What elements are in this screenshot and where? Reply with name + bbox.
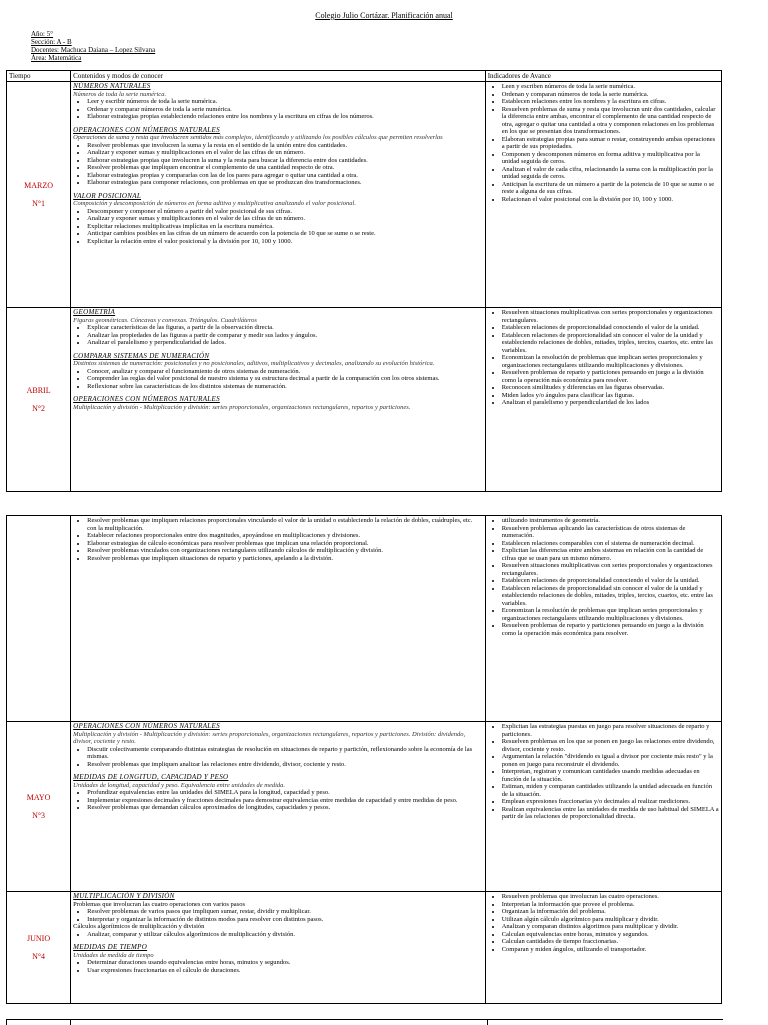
content-item: • Descomponer y componer el número a partir del valor posicional de sus cifras.: [87, 208, 483, 216]
indicator-item: • Analizan el valor de cada cifra, relacionando la suma con la multiplicación por la unidad seguida de ceros.: [502, 166, 719, 181]
course-info: [31, 30, 155, 62]
content-item: • Analizar el paralelismo y perpendicularidad de lados.: [87, 339, 483, 347]
content-item: • Reflexionar sobre las características de los distintos sistemas de numeración.: [87, 383, 483, 391]
content-section: [73, 723, 483, 768]
period-row: [7, 82, 722, 308]
next-table-edge: [6, 1019, 723, 1025]
period-month: MARZO: [24, 180, 54, 190]
content-item: • Elaborar estrategias propias estableciendo relaciones entre los nombres y la escritura en cifras de los números.: [87, 113, 483, 121]
section-title: MEDIDAS DE TIEMPO: [73, 943, 148, 951]
section-description: Multiplicación y división - Multiplicación y división: series proporcionales, organizaciones rectangulares, repartos y particiones. División: dividendo, divisor, cociente y resto.: [73, 730, 466, 745]
indicators-cell: [485, 516, 721, 722]
period-number: N°2: [32, 403, 46, 413]
indicator-item: • Argumentan la relación "dividendo es igual a divisor por cociente más resto" y la ponen en juego para reconstruir el dividendo.: [502, 753, 719, 768]
content-item: • Resolver problemas que involucren la suma y la resta en el sentido de la unión entre dos cantidades.: [87, 142, 483, 150]
section-description: Números de toda la serie numérica.: [73, 90, 167, 98]
content-list: [73, 368, 483, 391]
indicator-item: • Miden lados y/o ángulos para clasificar las figuras.: [502, 392, 719, 400]
period-time-cell: [7, 892, 71, 1004]
section-description: Distintos sistemas de numeración: posicionales y no posicionales, aditivos, multiplicativos y decimales, analizando su evolución histórica.: [73, 360, 435, 367]
period-month: JUNIO: [27, 933, 51, 943]
content-item: • Analizar y exponer sumas y multiplicaciones en el valor de las cifras de un número.: [87, 149, 483, 157]
period-row: [7, 892, 722, 1004]
indicators-cell: [485, 892, 721, 1004]
header-tiempo: Tiempo: [7, 71, 71, 82]
indicator-item: • Resuelven situaciones multiplicativas con series proporcionales y organizaciones rectangulares.: [502, 309, 719, 324]
section-description: Unidades de medida de tiempo: [73, 951, 154, 959]
section-title: OPERACIONES CON NÚMEROS NATURALES: [73, 722, 220, 730]
content-list: [73, 908, 483, 923]
content-item: • Explicar características de las figuras, a partir de la observación directa.: [87, 324, 483, 332]
content-list: [73, 98, 483, 121]
section-description: Multiplicación y división - Multiplicación y división: series proporcionales, organizaciones rectangulares, repartos y particiones.: [73, 403, 411, 411]
content-section: [73, 127, 483, 187]
indicator-item: • Calculan cantidades de tiempo fraccionarias.: [502, 938, 719, 946]
planning-table-page1: [6, 70, 722, 492]
content-item: • Resolver problemas de varios pasos que impliquen sumar, restar, dividir y multiplicar.: [87, 908, 483, 916]
section-label: Sección: A - B: [31, 38, 72, 46]
indicator-item: • Explicitan las diferencias entre ambos sistemas en relación con la cantidad de cifras que se usan para un mismo número.: [502, 547, 719, 562]
period-number: N°4: [32, 951, 46, 961]
content-item: • Resolver problemas que impliquen relaciones proporcionales vinculando el valor de la unidad o estableciendo la relación de dobles, cuádruples, etc. con la multiplicación.: [87, 517, 483, 532]
indicator-item: • Resuelven problemas de reparto y particiones pensando en juego a la división como la operación más económica para resolver.: [502, 622, 719, 637]
period-row: [7, 722, 722, 892]
indicator-item: • Establecen relaciones de proporcionalidad sin conocer el valor de la unidad y estableciendo relaciones de dobles, mitades, triples, tercios, cuartos, etc. entre las variables.: [502, 332, 719, 355]
indicator-item: • Establecen relaciones de proporcionalidad conociendo el valor de la unidad.: [502, 577, 719, 585]
content-section: [73, 517, 483, 562]
content-list: [73, 208, 483, 246]
period-number: N°3: [32, 810, 46, 820]
section-title: COMPARAR SISTEMAS DE NUMERACIÓN: [73, 351, 210, 360]
content-list: [73, 959, 483, 974]
teachers-label: Docentes: Machuca Daiana – Lopez Silvana: [31, 46, 156, 54]
indicator-item: • Economizan la resolución de problemas que implican series proporcionales y organizaciones rectangulares utilizando multiplicaciones y divisiones.: [502, 354, 719, 369]
content-item: • Discutir colectivamente comparando distintas estrategias de resolución en situaciones de reparto y partición, reflexionando sobre la economía de las mismas.: [87, 746, 483, 761]
content-item: • Elaborar estrategias propias que involucren la suma y la resta para buscar la diferencia entre dos cantidades.: [87, 157, 483, 165]
contents-cell: [71, 516, 486, 722]
indicator-item: • Utilizan algún cálculo algorítmico para multiplicar y dividir.: [502, 916, 719, 924]
section-title: MULTIPLICACIÓN Y DIVISIÓN: [73, 892, 175, 900]
content-item: • Elaborar estrategias para componer relaciones, con problemas en que se produzcan dos transformaciones.: [87, 179, 483, 187]
content-item: • Determinar duraciones usando equivalencias entre horas, minutos y segundos.: [87, 959, 483, 967]
content-item: • Resolver problemas que impliquen analizar las relaciones entre dividendo, divisor, cociente y resto.: [87, 761, 483, 769]
section-description: Composición y descomposición de números en forma aditiva y multiplicativa analizando el valor posicional.: [73, 200, 356, 207]
content-item: • Resolver problemas que impliquen encontrar el complemento de una cantidad respecto de otra.: [87, 164, 483, 172]
indicator-list: [488, 83, 719, 203]
indicator-item: • Reconocen similitudes y diferencias en las figuras observadas.: [502, 384, 719, 392]
content-item: • Resolver problemas que demandan cálculos aproximados de longitudes, capacidades y pesos.: [87, 804, 483, 812]
period-number: N°1: [32, 198, 46, 208]
section-title: OPERACIONES CON NÚMEROS NATURALES: [73, 125, 220, 134]
content-item: • Interpretar y organizar la información de distintos modos para resolver con distintos pasos.: [87, 916, 483, 924]
section-subtitle: Cálculos algorítmicos de multiplicación y división: [73, 923, 205, 930]
indicators-cell: [485, 82, 721, 308]
content-list: [73, 324, 483, 347]
section-subtitle: Problemas que involucran las cuatro operaciones con varios pasos: [73, 900, 245, 908]
content-section: [73, 193, 483, 246]
indicator-item: • Estiman, miden y comparan cantidades utilizando la unidad adecuada en función de la situación.: [502, 783, 719, 798]
content-section: [73, 353, 483, 391]
indicators-cell: [485, 722, 721, 892]
contents-cell: [71, 308, 486, 492]
content-item: • Anticipar cambios posibles en las cifras de un número de acuerdo con la potencia de 10 que se sume o se reste.: [87, 230, 483, 238]
indicator-list: [488, 517, 719, 637]
content-list: [73, 517, 483, 562]
content-list: [73, 746, 483, 769]
indicator-item: • Resuelven problemas aplicando las características de otros sistemas de numeración.: [502, 525, 719, 540]
planning-table-page2: [6, 515, 722, 1004]
content-section: [73, 309, 483, 347]
indicator-item: • Ordenan y comparan números de toda la serie numérica.: [502, 91, 719, 99]
indicator-item: • Explicitan las estrategias puestas en juego para resolver situaciones de reparto y particiones.: [502, 723, 719, 738]
content-section: [73, 83, 483, 121]
content-list: [73, 931, 483, 939]
contents-cell: [71, 82, 486, 308]
indicator-item: • Comparan y miden ángulos, utilizando el transportador.: [502, 946, 719, 954]
content-section: [73, 774, 483, 812]
indicator-item: • Interpretan la información que provee el problema.: [502, 901, 719, 909]
indicator-item: • Elaboran estrategias propias para sumar o restar, construyendo ambas operaciones a partir de sus propiedades.: [502, 136, 719, 151]
period-row: [7, 516, 722, 722]
section-description: Unidades de longitud, capacidad y peso. Equivalencia entre unidades de medida.: [73, 781, 286, 789]
indicator-item: • Organizan la información del problema.: [502, 908, 719, 916]
area-label: Área: Matemática: [31, 54, 82, 62]
section-description: Operaciones de suma y resta que involucren sentidos más complejos, identificando y utilizando los posibles cálculos que permiten resolverlas: [73, 134, 443, 141]
section-title: OPERACIONES CON NÚMEROS NATURALES: [73, 395, 220, 403]
indicator-item: • Economizan la resolución de problemas que implican series proporcionales y organizaciones rectangulares utilizando multiplicaciones y divisiones.: [502, 607, 719, 622]
content-item: • Explicitar relaciones multiplicativas implícitas en la escritura numérica.: [87, 223, 483, 231]
content-section: [73, 396, 483, 411]
content-item: • Elaborar estrategias propias y compararlas con las de los pares para agregar o quitar una cantidad a otra.: [87, 172, 483, 180]
indicator-item: • Analizan el paralelismo y perpendicularidad de los lados: [502, 399, 719, 407]
content-item: • Ordenar y comparar números de toda la serie numérica.: [87, 106, 483, 114]
document-title: Colegio Julio Cortázar. Planificación anual: [315, 11, 453, 20]
content-list: [73, 789, 483, 812]
table-header-row: [7, 71, 722, 82]
period-row: [7, 308, 722, 492]
period-time-cell: [7, 82, 71, 308]
period-time-cell: [7, 308, 71, 492]
indicator-item: • Resuelven problemas de suma y resta que involucran unir dos cantidades, calcular la diferencia entre ambas, encontrar el complemento de una cantidad respecto de otra, agregar o quitar una cantidad a otra y componen relaciones en los problemas en los que se presentan dos transformaciones.: [502, 106, 719, 136]
content-list: [73, 142, 483, 187]
header-indicadores: Indicadores de Avance: [485, 71, 721, 82]
content-item: • Resolver problemas que impliquen situaciones de reparto y particiones, apelando a la división.: [87, 555, 483, 563]
period-month: MAYO: [26, 792, 51, 802]
indicator-item: • Interpretan, registran y comunican cantidades usando medidas adecuadas en función de la situación.: [502, 768, 719, 783]
indicator-item: • Emplean expresiones fraccionarias y/o decimales al realizar mediciones.: [502, 798, 719, 806]
indicator-item: • Relacionan el valor posicional con la división por 10, 100 y 1000.: [502, 196, 719, 204]
period-month: ABRIL: [26, 385, 51, 395]
indicator-list: [488, 893, 719, 953]
year-label: Año: 5°: [31, 30, 54, 38]
indicator-item: • Establecen relaciones de proporcionalidad sin conocer el valor de la unidad y estableciendo relaciones de dobles, mitades, triples, tercios, cuartos, etc. entre las variables.: [502, 585, 719, 608]
section-title: MEDIDAS DE LONGITUD, CAPACIDAD Y PESO: [73, 773, 229, 781]
section-title: GEOMETRÍA: [73, 308, 116, 316]
content-item: • Explicitar la relación entre el valor posicional y la división por 10, 100 y 1000.: [87, 238, 483, 246]
content-item: • Implementar expresiones decimales y fracciones decimales para demostrar equivalencias entre medidas de capacidad y entre medidas de peso.: [87, 797, 483, 805]
header-contenidos: Contenidos y modos de conocer: [71, 71, 486, 82]
content-item: • Analizar, comparar y utilizar cálculos algorítmicos de multiplicación y división.: [87, 931, 483, 939]
indicator-item: • Resuelven situaciones multiplicativas con series proporcionales y organizaciones rectangulares.: [502, 562, 719, 577]
indicator-item: • Establecen relaciones comparables con el sistema de numeración decimal.: [502, 540, 719, 548]
content-item: • Profundizar equivalencias entre las unidades del SIMELA para la longitud, capacidad y peso.: [87, 789, 483, 797]
content-item: • Usar expresiones fraccionarias en el cálculo de duraciones.: [87, 967, 483, 975]
indicator-item: • Componen y descomponen números en forma aditiva y multiplicativa por la unidad seguida de ceros.: [502, 151, 719, 166]
content-section: [73, 893, 483, 938]
indicator-item: • Resuelven problemas de reparto y particiones pensando en juego a la división como la operación más económica para resolver.: [502, 369, 719, 384]
contents-cell: [71, 892, 486, 1004]
indicator-item: • Resuelven problemas que involucran las cuatro operaciones.: [502, 893, 719, 901]
period-time-cell: [7, 722, 71, 892]
content-section: [73, 944, 483, 974]
indicator-item: • Establecen relaciones de proporcionalidad conociendo el valor de la unidad.: [502, 324, 719, 332]
content-item: • Leer y escribir números de toda la serie numérica.: [87, 98, 483, 106]
indicator-item: • Calculan equivalencias entre horas, minutos y segundos.: [502, 931, 719, 939]
period-time-cell: [7, 516, 71, 722]
content-item: • Analizar y exponer sumas y multiplicaciones en el valor de las cifras de un número.: [87, 215, 483, 223]
indicator-item: • Establecen relaciones entre los nombres y la escritura en cifras.: [502, 98, 719, 106]
content-item: • Establecer relaciones proporcionales entre dos magnitudes, apoyándose en multiplicaciones y divisiones.: [87, 532, 483, 540]
content-item: • Elaborar estrategias de cálculo económicas para resolver problemas que implican una relación proporcional.: [87, 540, 483, 548]
content-item: • Resolver problemas vinculados con organizaciones rectangulares utilizando cálculos de multiplicación y división.: [87, 547, 483, 555]
section-title: VALOR POSICIONAL: [73, 191, 142, 200]
indicator-item: • Leen y escriben números de toda la serie numérica.: [502, 83, 719, 91]
content-item: • Analizar las propiedades de las figuras a partir de comparar y medir sus lados y ángulos.: [87, 332, 483, 340]
indicator-item: • Realizan equivalencias entre las unidades de medida de uso habitual del SIMELA a partir de las relaciones de proporcionalidad directa.: [502, 806, 719, 821]
section-title: NÚMEROS NATURALES: [73, 82, 151, 90]
indicator-item: • Analizan y comparan distintos algoritmos para multiplicar y dividir.: [502, 923, 719, 931]
indicator-list: [488, 309, 719, 407]
indicators-cell: [485, 308, 721, 492]
content-item: • Conocer, analizar y comparar el funcionamiento de otros sistemas de numeración.: [87, 368, 483, 376]
section-description: Figuras geométricas. Cóncavas y convexas. Triángulos. Cuadriláteros: [73, 316, 257, 324]
contents-cell: [71, 722, 486, 892]
indicator-list: [488, 723, 719, 821]
content-item: • Comprender las reglas del valor posicional de nuestro sistema y su estructura decimal a partir de la comparación con los otros sistemas.: [87, 375, 483, 383]
indicator-item: • Resuelven problemas en los que se ponen en juego las relaciones entre dividendo, divisor, cociente y resto.: [502, 738, 719, 753]
indicator-item: • utilizando instrumentos de geometría.: [502, 517, 719, 525]
indicator-item: • Anticipan la escritura de un número a partir de la potencia de 10 que se sume o se reste a alguna de sus cifras.: [502, 181, 719, 196]
